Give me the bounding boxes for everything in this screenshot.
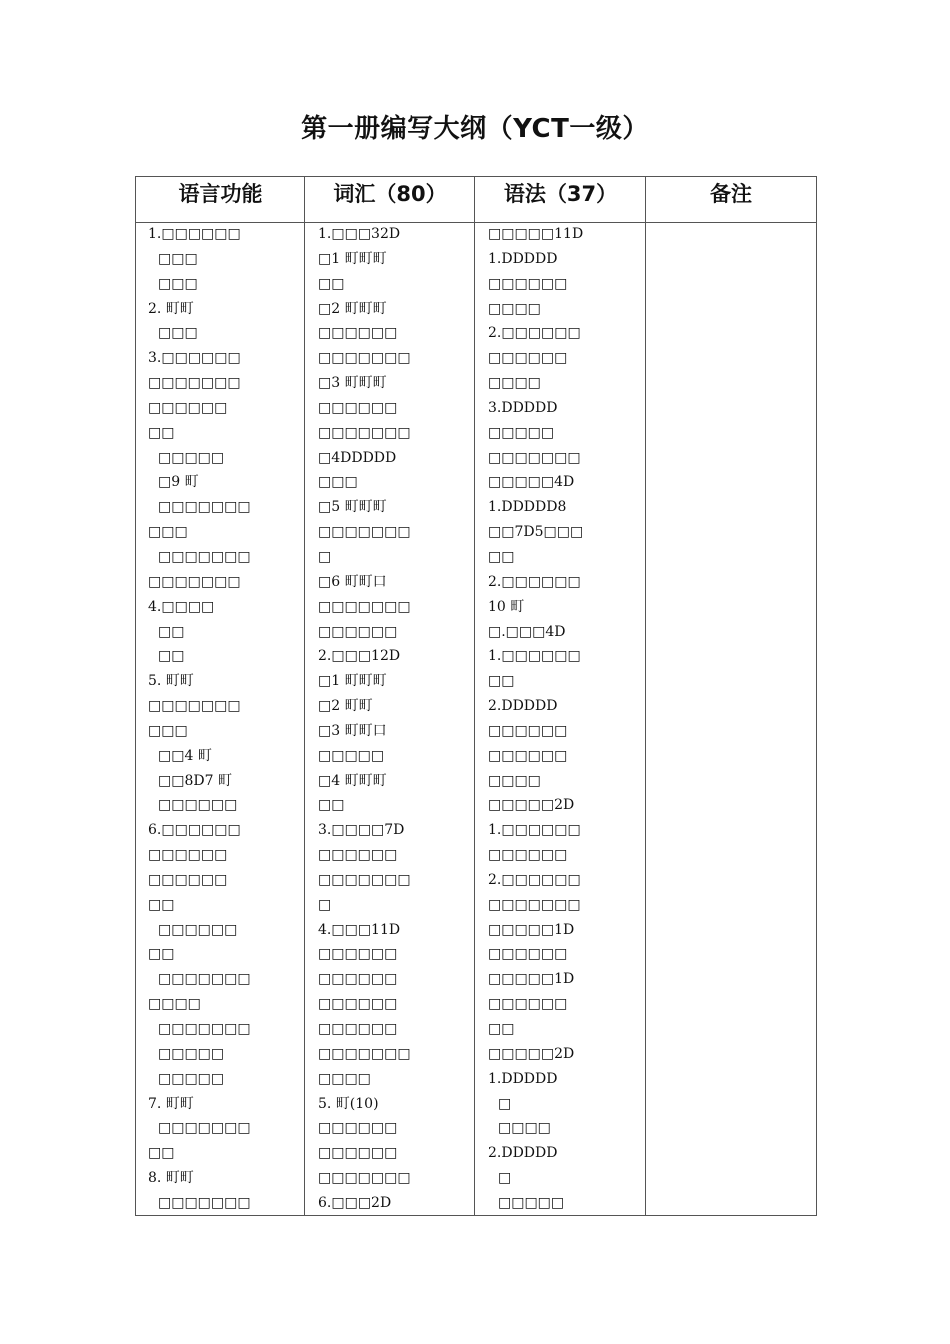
functions-line: □□□□□□□ — [158, 499, 251, 516]
functions-line: 4.□□□□ — [148, 598, 215, 615]
vocab-line: □□□□□□□ — [318, 424, 411, 441]
functions-line: 6.□□□□□□ — [148, 822, 241, 839]
vocab-line: □ — [318, 548, 332, 565]
language-function-column — [148, 222, 298, 1216]
vocab-line: □6 町町口 — [318, 573, 387, 590]
vocab-line: □□□ — [318, 474, 358, 491]
functions-line: □□□□□□□ — [158, 1120, 251, 1137]
grammar-line: □□□□□4D — [488, 474, 575, 491]
grammar-line: □□□□□□ — [488, 350, 568, 367]
grammar-line: □□□□□□ — [488, 722, 568, 739]
functions-line: □□ — [158, 648, 185, 665]
vocab-line: 4.□□□11D — [318, 921, 401, 938]
outline-table — [135, 176, 817, 1216]
functions-line: □□ — [148, 946, 175, 963]
functions-line: □□□ — [158, 250, 198, 267]
functions-line: 2. 町町 — [148, 300, 194, 317]
grammar-line: □□□□□□ — [488, 946, 568, 963]
vocab-line: □1 町町町 — [318, 250, 387, 267]
grammar-line: □□□□□□ — [488, 747, 568, 764]
vocab-line: □□□□□□ — [318, 1120, 398, 1137]
column-divider — [645, 177, 646, 1215]
vocab-line: □4DDDDD — [318, 449, 397, 466]
functions-line: □□□ — [148, 524, 188, 541]
grammar-line: □□□□ — [488, 300, 541, 317]
functions-line: □□□ — [148, 722, 188, 739]
grammar-line: 2.DDDDD — [488, 1145, 558, 1162]
vocab-line: □□□□□□ — [318, 847, 398, 864]
functions-line: □□□□ — [148, 996, 201, 1013]
grammar-line: □ — [498, 1170, 512, 1187]
vocab-line: □□□□□□ — [318, 1021, 398, 1037]
functions-line: □□□□□ — [158, 1045, 225, 1062]
vocab-line: □□□□□□ — [318, 1145, 398, 1162]
grammar-line: 1.DDDDD8 — [488, 499, 567, 516]
functions-line: □□8D7 町 — [158, 772, 232, 789]
vocab-line: 1.□□□32D — [318, 226, 401, 242]
vocab-line: □□□□□□ — [318, 996, 398, 1013]
grammar-line: □□□□ — [498, 1120, 551, 1137]
grammar-column — [488, 222, 638, 1216]
grammar-line: 2.□□□□□□ — [488, 325, 581, 342]
vocab-line: □□□□□□□ — [318, 598, 411, 615]
grammar-line: 1.DDDDD — [488, 1070, 558, 1087]
functions-line: □□□□□□□ — [148, 573, 241, 590]
grammar-line: □□□□□□□ — [488, 449, 581, 466]
grammar-line: □□□□□□□ — [488, 896, 581, 913]
grammar-line: □ — [498, 1095, 512, 1112]
vocab-line: □□□□□□ — [318, 946, 398, 963]
grammar-line: □□□□□□ — [488, 996, 568, 1013]
vocab-line: □□□□ — [318, 1070, 371, 1087]
vocab-line: □□□□□□□ — [318, 524, 411, 541]
grammar-line: □□□□□ — [488, 424, 555, 441]
vocab-line: □4 町町町 — [318, 772, 387, 789]
vocab-line: □□ — [318, 275, 345, 292]
grammar-line: □□□□□1D — [488, 921, 575, 938]
grammar-line: □□7D5□□□ — [488, 524, 584, 541]
grammar-line: 3.DDDDD — [488, 399, 558, 416]
grammar-line: 2.□□□□□□ — [488, 573, 581, 590]
vocab-line: □□□□□□□ — [318, 871, 411, 888]
functions-line: □□□ — [158, 275, 198, 292]
vocab-line: □□□□□□ — [318, 623, 398, 640]
functions-line: 1.□□□□□□ — [148, 226, 241, 242]
grammar-line: 2.□□□□□□ — [488, 871, 581, 888]
grammar-line: 1.□□□□□□ — [488, 648, 581, 665]
column-divider — [474, 177, 475, 1215]
grammar-line: 10 町 — [488, 598, 525, 615]
grammar-line: □□ — [488, 548, 515, 565]
functions-line: □□□□□□ — [148, 847, 228, 864]
vocab-line: □□□□□□ — [318, 971, 398, 988]
header-vocabulary: 词汇（80） — [333, 182, 447, 206]
grammar-line: 1.DDDDD — [488, 250, 558, 267]
vocab-line: 5. 町(10) — [318, 1095, 379, 1112]
functions-line: □9 町 — [158, 474, 199, 491]
grammar-line: 1.□□□□□□ — [488, 822, 581, 839]
vocab-line: □2 町町町 — [318, 300, 387, 317]
vocab-line: □5 町町町 — [318, 499, 387, 516]
functions-line: □□□□□□ — [148, 399, 228, 416]
header-language-function: 语言功能 — [178, 182, 263, 206]
functions-line: □□□ — [158, 325, 198, 342]
table-header-row — [136, 177, 816, 223]
functions-line: □□□□□□□ — [158, 1021, 251, 1037]
vocab-line: □2 町町 — [318, 698, 373, 715]
functions-line: □□ — [148, 424, 175, 441]
functions-line: 8. 町町 — [148, 1170, 194, 1187]
functions-line: □□□□□□□ — [148, 698, 241, 715]
functions-line: □□□□□□ — [158, 797, 238, 814]
grammar-line: □□□□□1D — [488, 971, 575, 988]
vocab-line: 2.□□□12D — [318, 648, 401, 665]
grammar-line: □□□□□2D — [488, 1045, 575, 1062]
grammar-line: □□□□□□ — [488, 275, 568, 292]
grammar-line: □□□□□2D — [488, 797, 575, 814]
functions-line: 5. 町町 — [148, 673, 194, 690]
header-notes: 备注 — [710, 182, 752, 206]
functions-line: □□ — [148, 1145, 175, 1162]
page-title: 第一册编写大纲（YCT一级） — [301, 114, 649, 144]
functions-line: □□□□□□□ — [158, 548, 251, 565]
functions-line: □□□□□□□ — [158, 971, 251, 988]
grammar-line: □□ — [488, 1021, 515, 1037]
vocab-line: □□□□□□□ — [318, 1045, 411, 1062]
functions-line: □□□□□ — [158, 449, 225, 466]
grammar-line: □□□□ — [488, 375, 541, 392]
grammar-line: □□□□□□ — [488, 847, 568, 864]
vocabulary-column — [318, 222, 468, 1216]
vocab-line: □□□□□□ — [318, 399, 398, 416]
vocab-line: □3 町町町 — [318, 375, 387, 392]
functions-line: □□□□□□ — [158, 921, 238, 938]
vocab-line: □3 町町口 — [318, 722, 387, 739]
functions-line: □□□□□□ — [148, 871, 228, 888]
grammar-line: □□ — [488, 673, 515, 690]
header-grammar: 语法（37） — [503, 182, 618, 206]
functions-line: □□ — [148, 896, 175, 913]
functions-line: 7. 町町 — [148, 1095, 194, 1112]
grammar-line: □□□□□ — [498, 1194, 565, 1211]
vocab-line: □□□□□□□ — [318, 1170, 411, 1187]
functions-line: □□□□□ — [158, 1070, 225, 1087]
vocab-line: 6.□□□2D — [318, 1194, 392, 1211]
grammar-line: □□□□ — [488, 772, 541, 789]
functions-line: □□ — [158, 623, 185, 640]
vocab-line: □□□□□ — [318, 747, 385, 764]
functions-line: 3.□□□□□□ — [148, 350, 241, 367]
vocab-line: □□ — [318, 797, 345, 814]
functions-line: □□4 町 — [158, 747, 212, 764]
functions-line: □□□□□□□ — [158, 1194, 251, 1211]
functions-line: □□□□□□□ — [148, 375, 241, 392]
grammar-line: 2.DDDDD — [488, 698, 558, 715]
vocab-line: □1 町町町 — [318, 673, 387, 690]
grammar-line: □.□□□4D — [488, 623, 566, 640]
vocab-line: □ — [318, 896, 332, 913]
column-divider — [304, 177, 305, 1215]
grammar-line: □□□□□11D — [488, 226, 584, 242]
vocab-line: □□□□□□□ — [318, 350, 411, 367]
vocab-line: □□□□□□ — [318, 325, 398, 342]
vocab-line: 3.□□□□7D — [318, 822, 405, 839]
